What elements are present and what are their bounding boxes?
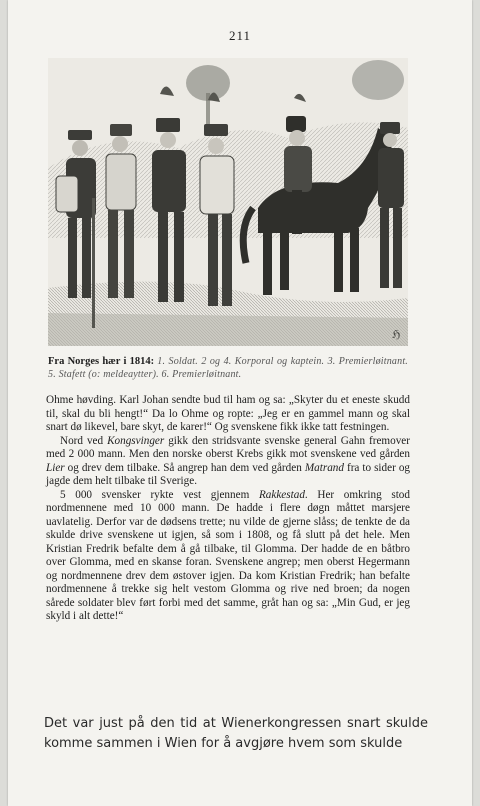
- paragraph-2: [46, 435, 410, 489]
- large-print-paragraph: Det var just på den tid at Wienerkongressen snart skulde komme sammen i Wien for å avgjøre hvem som skulde: [44, 716, 428, 751]
- page-number: 211: [228, 28, 252, 43]
- svg-text:ℌ: ℌ: [392, 329, 401, 341]
- text-run: . Her omkring stod nordmennene med 10 000 mann. De hadde i flere døgn måttet marsjere uavlatelig. Derfor var de dødsens trette; nu vilde de gjerne slåss; de tenkte de da skulde drive svenskene ut igjen, så som i 1808, og få slutt på det hele. Men Kristian Fredrik befalte dem å gå tilbake, til Glomma. Der hadde de en båtbro over Glomma, med en skanse foran. Svenskene angrep; men oberst Hegermann og nordmennene drev dem østover igjen. Da kom Kristian Fredrik; han befalte nordmennene å trekke sig helt vestom Glomma og rive ned broen; da nogen sårede soldater blev ført forbi med det samme, gråt han og sa: „Min Gud, er jeg skyld i alt dette!“: [46, 488, 410, 622]
- text-run: Nord ved: [60, 434, 108, 447]
- figure-caption: [48, 355, 408, 381]
- text-run: 5 000 svensker rykte vest gjennem: [60, 488, 259, 501]
- text-run: gikk den stridsvante svenske general Gahn fremover med 2 000 mann. Men den norske oberst Krebs gikk mot svenskene ved gården: [46, 434, 410, 460]
- soldiers-illustration: [48, 58, 408, 346]
- place-name: Matrand: [304, 461, 344, 474]
- text-run: fra to sider og jagde dem helt tilbake til Sverige.: [46, 461, 411, 487]
- book-page: [8, 0, 472, 806]
- soldiers-engraving: [48, 58, 408, 346]
- text-run: og drev dem tilbake. Så angrep han dem ved gården: [64, 461, 305, 474]
- text-run: Ohme høvding. Karl Johan sendte bud til ham og sa: „Skyter du et eneste skudd til, skal du bli hengt!“ Da lo Ohme og ropte: „Jeg er en gammel mann og skal snart dø likevel, bare skyt, de karer!“ Og svenskene fikk ikke tatt festningen.: [46, 394, 410, 433]
- caption-items: 1. Soldat. 2 og 4. Korporal og kaptein. 3. Premierløitnant. 5. Stafett (o: meldeaytter). 6. Premierløitnant.: [48, 356, 409, 380]
- place-name: Kongsvinger: [107, 434, 165, 447]
- paragraph-1: [46, 394, 410, 435]
- body-text: [46, 394, 410, 624]
- paragraph-3: [46, 489, 410, 624]
- caption-title: Fra Norges hær i 1814:: [48, 356, 155, 367]
- place-name: Rakkestad: [258, 488, 305, 501]
- place-name: Lier: [46, 461, 65, 474]
